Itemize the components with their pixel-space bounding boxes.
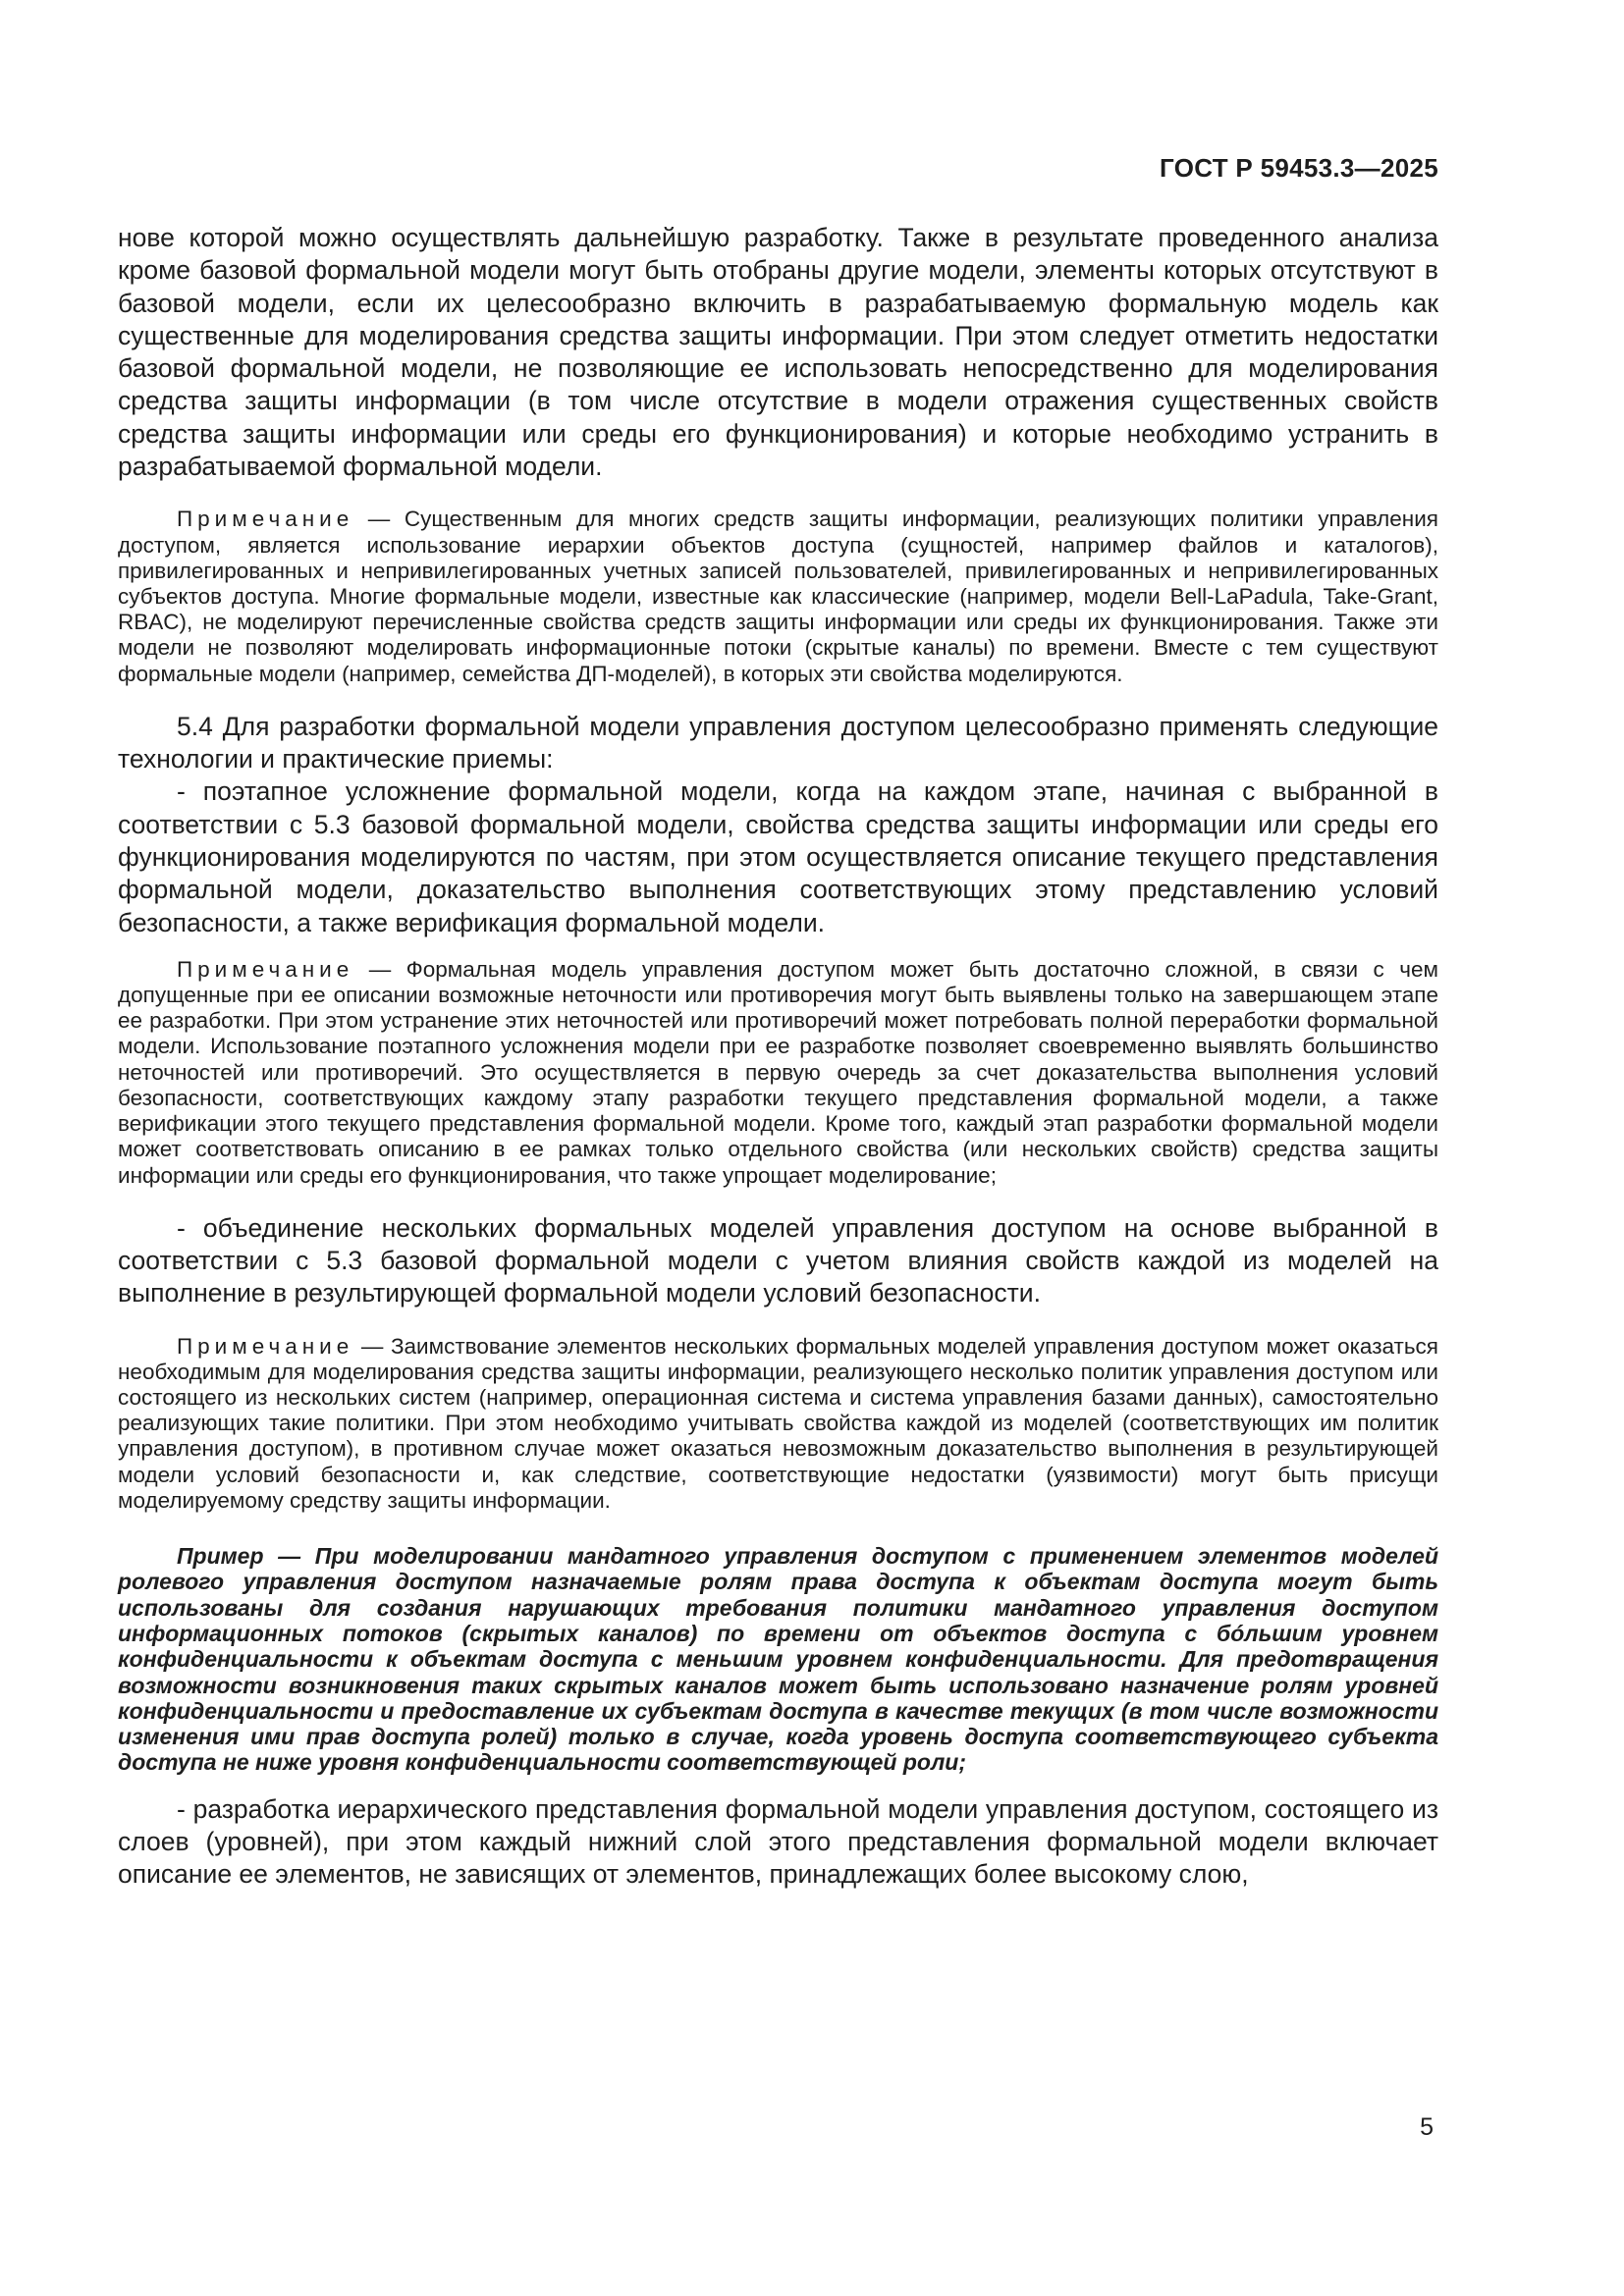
note-3-text: — Заимствование элементов нескольких формальных моделей управления доступом может оказаться необходимым для моделирования средства защиты информации, реализующего несколько политик управления доступом или состоящего из нескольких систем (например, операционная система и система управления базами данных), самостоятельно реализующих такие политики. При этом необходимо учитывать свойства каждой из моделей (соответствующих им политик управления доступом), в противном случае может оказаться невозможным доказательство выполнения в результирующей модели условий безопасности и, как следствие, соответствующие недостатки (уязвимости) могут быть присущи моделируемому средству защиты информации. bbox=[118, 1333, 1438, 1513]
note-1-text: — Существенным для многих средств защиты информации, реализующих политики управления доступом, является использование иерархии объектов доступа (сущностей, например файлов и каталогов), привилегированных и непривилегированных учетных записей пользователей, привилегированных и непривилегированных субъектов доступа. Многие формальные модели, известные как классические (например, модели Bell-LaPadula, Take-Grant, RBAC), не моделируют перечисленные свойства средств защиты информации или среды их функционирования. Также эти модели не позволяют моделировать информационные потоки (скрытые каналы) по времени. Вместе с тем существуют формальные модели (например, семейства ДП-моделей), в которых эти свойства моделируются. bbox=[118, 507, 1438, 686]
note-3-label: Примечание bbox=[177, 1333, 354, 1359]
note-2-text: — Формальная модель управления доступом может быть достаточно сложной, в связи с чем допущенные при ее описании возможные неточности или противоречия могут быть выявлены только на завершающем этапе ее разработки. При этом устранение этих неточностей или противоречий может потребовать полной переработки формальной модели. Использование поэтапного усложнения модели при ее разработке позволяет своевременно выявлять большинство неточностей или противоречий. Это осуществляется в первую очередь за счет доказательства выполнения условий безопасности, соответствующих каждому этапу разработки текущего представления формальной модели, а также верификации этого текущего представления формальной модели. Кроме того, каждый этап разработки формальной модели может соответствовать описанию в ее рамках только отдельного свойства (или нескольких свойств) средства защиты информации или среды его функционирования, что также упрощает моделирование; bbox=[118, 956, 1438, 1188]
note-1 bbox=[118, 507, 1438, 686]
note-2 bbox=[118, 957, 1438, 1189]
list-item-stepwise-complication: - поэтапное усложнение формальной модели, когда на каждом этапе, начиная с выбранной в соответствии с 5.3 базовой формальной модели, свойства средства защиты информации или среды его функционирования моделируются по частям, при этом осуществляется описание текущего представления формальной модели, доказательство выполнения соответствующих этому представлению условий безопасности, а также верификация формальной модели. bbox=[118, 776, 1438, 937]
standard-designation: ГОСТ Р 59453.3—2025 bbox=[1160, 153, 1438, 183]
note-3 bbox=[118, 1334, 1438, 1514]
page-number: 5 bbox=[1420, 2113, 1434, 2141]
page-content bbox=[118, 222, 1438, 1892]
example-paragraph: Пример — При моделировании мандатного управления доступом с применением элементов моделей ролевого управления доступом назначаемые ролям права доступа к объектам доступа могут быть использованы для создания нарушающих требования политики мандатного управления доступом информационных потоков (скрытых каналов) по времени от объектов доступа с бóльшим уровнем конфиденциальности к объектам доступа с меньшим уровнем конфиденциальности. Для предотвращения возможности возникновения таких скрытых каналов может быть использовано назначение ролям уровней конфиденциальности и предоставление их субъектам доступа в качестве текущих (в том числе возможности изменения ими прав доступа ролей) только в случае, когда уровень доступа соответствующего субъекта доступа не ниже уровня конфиденциальности соответствующей роли; bbox=[118, 1543, 1438, 1776]
list-item-hierarchical-representation: - разработка иерархического представления формальной модели управления доступом, состоящего из слоев (уровней), при этом каждый нижний слой этого представления формальной модели включает описание ее элементов, не зависящих от элементов, принадлежащих более высокому слою, bbox=[118, 1793, 1438, 1890]
note-2-label: Примечание bbox=[177, 956, 354, 982]
paragraph-continuation: нове которой можно осуществлять дальнейшую разработку. Также в результате проведенного анализа кроме базовой формальной модели могут быть отобраны другие модели, элементы которых отсутствуют в базовой модели, если их целесообразно включить в разрабатываемую формальную модель как существенные для моделирования средства защиты информации. При этом следует отметить недостатки базовой формальной модели, не позволяющие ее использовать непосредственно для моделирования средства защиты информации (в том числе отсутствие в модели отражения существенных свойств средства защиты информации или среды его функционирования) и которые необходимо устранить в разрабатываемой формальной модели. bbox=[118, 223, 1438, 482]
note-1-label: Примечание bbox=[177, 507, 354, 532]
list-item-model-merging: - объединение нескольких формальных моделей управления доступом на основе выбранной в соответствии с 5.3 базовой формальной модели с учетом влияния свойств каждой из моделей на выполнение в результирующей формальной модели условий безопасности. bbox=[118, 1212, 1438, 1308]
paragraph-5-4: 5.4 Для разработки формальной модели управления доступом целесообразно применять следующие технологии и практические приемы: bbox=[118, 711, 1438, 774]
